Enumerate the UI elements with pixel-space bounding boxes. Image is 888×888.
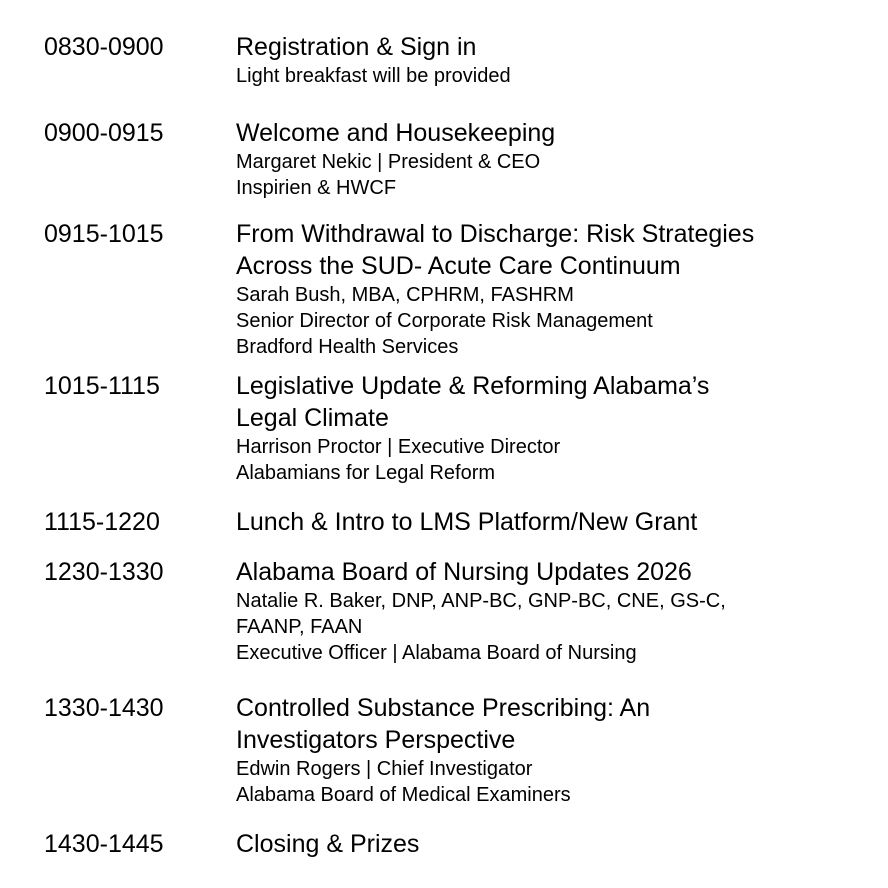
agenda-details (236, 756, 836, 808)
agenda-title-line: Closing & Prizes (236, 830, 420, 858)
agenda-time: 0915-1015 (44, 220, 164, 248)
agenda-content (236, 370, 836, 486)
agenda-time: 1430-1445 (44, 830, 164, 858)
agenda-details (236, 63, 836, 89)
agenda-title-line: Alabama Board of Nursing Updates 2026 (236, 558, 692, 586)
agenda-content (236, 218, 836, 360)
agenda-detail: Bradford Health Services (236, 336, 459, 358)
agenda-title (236, 692, 836, 756)
agenda-title-line: Registration & Sign in (236, 33, 477, 61)
agenda-detail: Senior Director of Corporate Risk Management (236, 310, 653, 332)
agenda-title-line: Lunch & Intro to LMS Platform/New Grant (236, 508, 698, 536)
agenda-content (236, 117, 836, 201)
agenda-title-line: From Withdrawal to Discharge: Risk Strategies (236, 220, 755, 248)
agenda-detail: Edwin Rogers | Chief Investigator (236, 758, 533, 780)
agenda-time: 0900-0915 (44, 119, 164, 147)
agenda-title-line: Controlled Substance Prescribing: An (236, 694, 651, 722)
agenda-detail: Alabamians for Legal Reform (236, 462, 496, 484)
agenda-title (236, 218, 836, 282)
agenda-time: 1015-1115 (44, 372, 160, 400)
agenda-time: 1115-1220 (44, 508, 160, 536)
agenda-detail: Executive Officer | Alabama Board of Nursing (236, 642, 637, 664)
agenda-title (236, 31, 836, 63)
agenda-content (236, 692, 836, 808)
agenda-title (236, 506, 836, 538)
agenda-details (236, 282, 836, 360)
agenda-detail: FAANP, FAAN (236, 616, 363, 638)
agenda-time: 1330-1430 (44, 694, 164, 722)
agenda-detail: Sarah Bush, MBA, CPHRM, FASHRM (236, 284, 574, 306)
agenda-title-line: Legal Climate (236, 404, 389, 432)
agenda-title-line: Investigators Perspective (236, 726, 516, 754)
agenda-title-line: Welcome and Housekeeping (236, 119, 556, 147)
agenda-title (236, 828, 836, 860)
agenda-details (236, 149, 836, 201)
agenda-title (236, 556, 836, 588)
agenda-details (236, 434, 836, 486)
agenda-detail: Alabama Board of Medical Examiners (236, 784, 571, 806)
agenda-detail: Inspirien & HWCF (236, 177, 397, 199)
agenda-detail: Harrison Proctor | Executive Director (236, 436, 561, 458)
agenda-time: 1230-1330 (44, 558, 164, 586)
agenda-content (236, 506, 836, 538)
agenda-content (236, 31, 836, 89)
agenda-title-line: Across the SUD- Acute Care Continuum (236, 252, 681, 280)
agenda-title (236, 117, 836, 149)
agenda-detail: Light breakfast will be provided (236, 65, 511, 87)
agenda-content (236, 556, 836, 666)
agenda-detail: Natalie R. Baker, DNP, ANP-BC, GNP-BC, CNE, GS-C, (236, 590, 726, 612)
agenda-time: 0830-0900 (44, 33, 164, 61)
agenda-detail: Margaret Nekic | President & CEO (236, 151, 541, 173)
agenda-details (236, 588, 836, 666)
agenda-content (236, 828, 836, 860)
agenda-title (236, 370, 836, 434)
agenda-title-line: Legislative Update & Reforming Alabama’s (236, 372, 710, 400)
